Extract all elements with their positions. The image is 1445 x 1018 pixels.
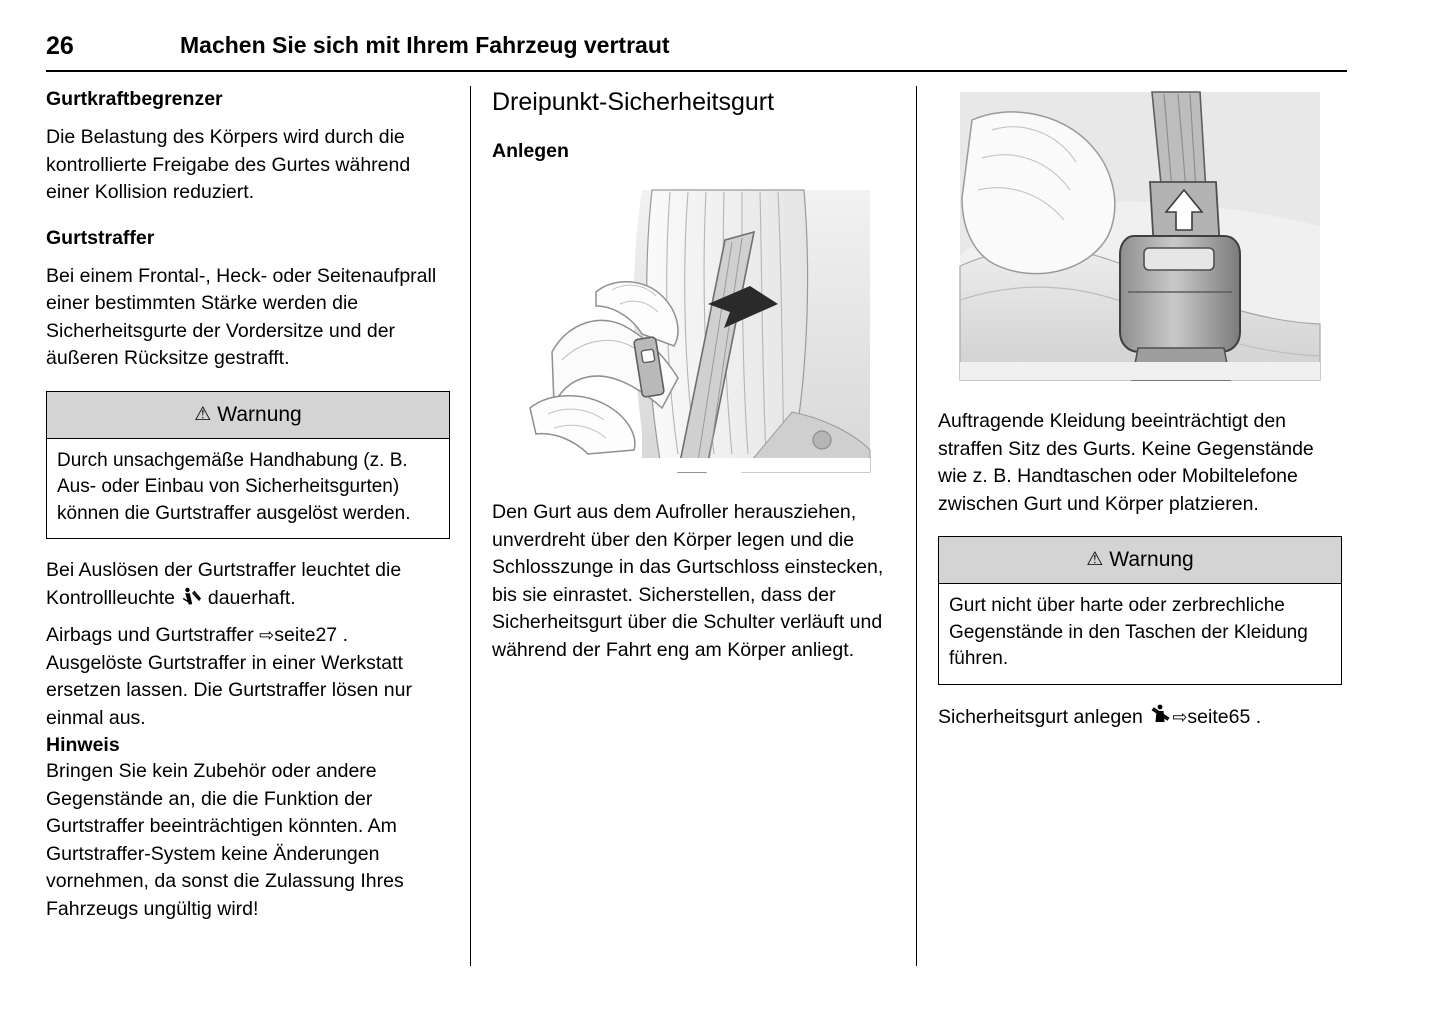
paragraph-gurt-herausziehen: Den Gurt aus dem Aufroller herausziehen, unverdreht über den Körper legen und die Schlosszunge in das Gurtschloss einstecken, bis sie einrastet. Sicherstellen, dass der Sicherheitsgurt über die Schulter verläuft und während der Fahrt eng am Körper anliegt.: [492, 501, 884, 661]
column-divider-1: [470, 86, 471, 966]
column-3: [938, 86, 1342, 753]
figure-buckle-insert: [938, 86, 1342, 386]
note-label: Hinweis: [46, 734, 120, 756]
paragraph-airbags-period: .: [342, 624, 348, 646]
arrow-right-icon: ⇨: [259, 625, 275, 645]
warning-triangle-icon: ⚠: [194, 403, 212, 425]
page-header: [46, 32, 1346, 72]
paragraph-kontrollleuchte-text-a: Bei Auslösen der Gurtstraffer leuchtet die Kontrollleuchte: [46, 559, 402, 609]
warning-box-2-header: [939, 537, 1341, 584]
paragraph-sicherheitsgurt-anlegen-text: Sicherheitsgurt anlegen: [938, 705, 1143, 728]
warning-box-1: [46, 391, 450, 540]
warning-box-1-title: Warnung: [217, 402, 302, 426]
arrow-right-icon: ⇨: [1172, 706, 1188, 727]
paragraph-sicherheitsgurt-anlegen-ref: [938, 703, 1342, 736]
figure-belt-fastening: [492, 182, 896, 477]
page-title: Machen Sie sich mit Ihrem Fahrzeug vertraut: [180, 32, 670, 58]
paragraph-auftragende-kleidung: Auftragende Kleidung beeinträchtigt den straffen Sitz des Gurts. Keine Gegenstände wie z. B. Handtaschen oder Mobiltelefone zwischen Gurt und Körper platzieren.: [938, 410, 1314, 515]
page-reference-27: seite27: [274, 624, 338, 646]
warning-box-1-header: [47, 392, 449, 439]
seatbelt-person-icon: [1148, 703, 1172, 736]
heading-dreipunkt-sicherheitsgurt: Dreipunkt-Sicherheitsgurt: [492, 88, 775, 116]
heading-anlegen: Anlegen: [492, 140, 569, 162]
paragraph-aufprall: Bei einem Frontal-, Heck- oder Seitenaufprall einer bestimmten Stärke werden die Sicherheitsgurte der Vordersitze und der äußeren Rücksitze gestrafft.: [46, 264, 437, 369]
warning-box-1-text: Durch unsachgemäße Handhabung (z. B. Aus- oder Einbau von Sicherheitsgurten) können die Gurtstraffer ausgelöst werden.: [57, 449, 411, 524]
warning-triangle-icon: ⚠: [1086, 549, 1104, 570]
seatbelt-warning-icon: [180, 586, 202, 617]
column-1: [46, 86, 450, 941]
paragraph-zubehoer: Bringen Sie kein Zubehör oder andere Gegenstände an, die die Funktion der Gurtstraffer beeinträchtigen könnten. Am Gurtstraffer-System keine Änderungen vornehmen, da sonst die Zulassung Ihres Fahrzeugs ungültig wird!: [46, 760, 404, 920]
paragraph-airbags-ref: [46, 622, 450, 650]
paragraph-kontrollleuchte: [46, 557, 450, 616]
column-divider-2: [916, 86, 917, 966]
paragraph-sicherheitsgurt-period: .: [1255, 705, 1262, 728]
heading-gurtkraftbegrenzer: Gurtkraftbegrenzer: [46, 88, 223, 110]
paragraph-ausgeloeste: Ausgelöste Gurtstraffer in einer Werkstatt ersetzen lassen. Die Gurtstraffer lösen nur einmal aus.: [46, 651, 412, 729]
warning-box-2-text: Gurt nicht über harte oder zerbrechliche Gegenstände in den Taschen der Kleidung führen.: [949, 595, 1308, 669]
warning-box-2: [938, 536, 1342, 685]
heading-gurtstraffer: Gurtstraffer: [46, 226, 155, 249]
warning-box-2-title: Warnung: [1109, 548, 1194, 571]
page-reference-65: seite65: [1187, 705, 1251, 728]
paragraph-airbags-text: Airbags und Gurtstraffer: [46, 624, 254, 646]
header-divider: [46, 70, 1347, 72]
paragraph-kontrollleuchte-text-b: dauerhaft.: [207, 586, 296, 609]
paragraph-belastung: Die Belastung des Körpers wird durch die kontrollierte Freigabe des Gurtes während einer Kollision reduziert.: [46, 126, 411, 203]
page-number: 26: [46, 32, 74, 60]
column-2: [492, 86, 896, 682]
